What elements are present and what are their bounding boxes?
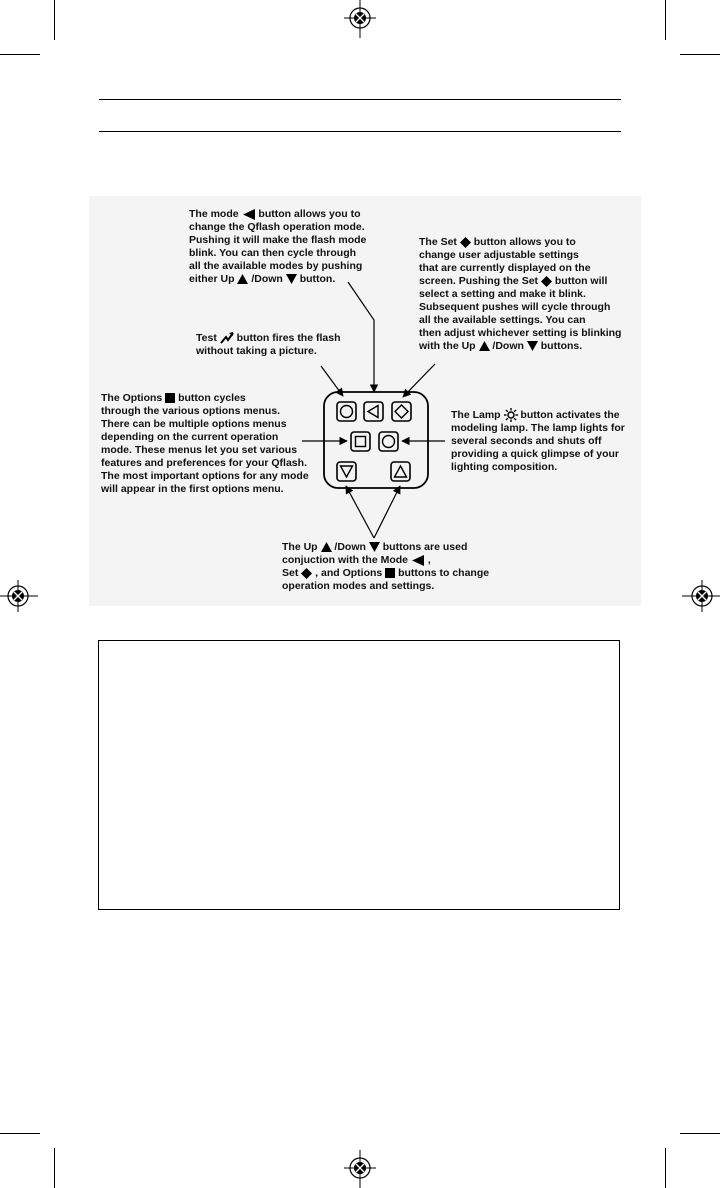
test-arrow — [321, 366, 343, 396]
crop-mark-bottom-right-v — [665, 1148, 666, 1188]
registration-mark-top — [340, 0, 380, 38]
set-button[interactable] — [392, 402, 411, 421]
updown-buttons-note: The Up /Down buttons are used conjuction with the Mode , Set , and Options buttons to change operation modes and settings. — [282, 541, 490, 592]
crop-mark-bottom-left-v — [54, 1148, 55, 1188]
registration-mark-right — [682, 576, 720, 616]
mode-button-note: The mode button allows you to change the Qflash operation mode. Pushing it will make the flash mode blink. You can then cycle through all the available modes by pushing either Up /Down button. — [189, 208, 367, 285]
crop-mark-bottom-left-h — [0, 1133, 40, 1134]
test-button-note: Test button fires the flash without taking a picture. — [196, 332, 341, 357]
mode-arrow — [348, 282, 374, 392]
empty-bordered-box — [98, 640, 620, 910]
crop-mark-top-left-v — [54, 0, 55, 40]
options-button[interactable] — [351, 432, 370, 451]
test-button[interactable] — [337, 402, 356, 421]
crop-mark-top-right-v — [665, 0, 666, 40]
registration-mark-bottom — [340, 1150, 380, 1188]
keypad-illustration — [89, 196, 641, 606]
crop-mark-top-left-h — [0, 54, 40, 55]
registration-mark-left — [0, 576, 38, 616]
header-rule-bottom — [99, 131, 621, 132]
lamp-button-note: The Lamp button activates the modeling lamp. The lamp lights for several seconds and shuts off providing a quick glimpse of your lighting composition. — [451, 408, 625, 473]
header-rule-top — [99, 99, 621, 100]
crop-mark-bottom-right-h — [680, 1133, 720, 1134]
down-button[interactable] — [337, 462, 356, 481]
lamp-button[interactable] — [379, 432, 398, 451]
up-arrow — [374, 486, 400, 538]
down-arrow — [346, 486, 374, 538]
crop-mark-top-right-h — [680, 54, 720, 55]
up-button[interactable] — [391, 462, 410, 481]
options-button-note: The Options button cycles through the various options menus. There can be multiple options menus depending on the current operation mode. These menus let you set various features and preferences for your Qflash. The most important options for any mode will appear in the first options menu. — [101, 392, 309, 495]
mode-button[interactable] — [364, 402, 383, 421]
keypad-diagram — [89, 196, 641, 606]
set-button-note: The Set button allows you to change user adjustable settings that are currently displayed on the screen. Pushing the Set button will select a setting and make it blink. Subsequent pushes will cycle through all the available settings. You can then adjust whichever setting is blinking with the Up /Down buttons. — [419, 236, 622, 352]
